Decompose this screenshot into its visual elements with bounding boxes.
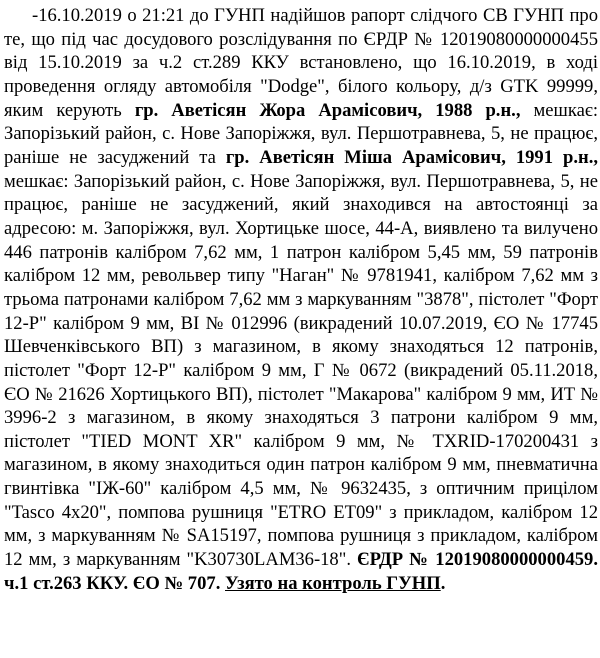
control-note-text: Узято на контроль ГУНП [225, 572, 441, 594]
control-note-period: . [440, 572, 446, 594]
report-text-suspect-1-details: мешкає: Запорізький район, с. Нове Запоріжжя, вул. Першотравнева, 5, не працює, раніше не засуджений та [4, 99, 598, 168]
suspect-1-name: гр. Аветісян Жора Арамісович, 1988 р.н., [134, 99, 521, 121]
control-note [225, 573, 445, 594]
suspect-2-name: гр. Аветісян Міша Арамісович, 1991 р.н., [225, 146, 598, 168]
incident-report-paragraph [4, 4, 598, 595]
report-text-intro: -16.10.2019 о 21:21 до ГУНП надійшов рапорт слідчого СВ ГУНП про те, що під час досудового розслідування по ЄРДР № 12019080000000455 від 15.10.2019 за ч.2 ст.289 ККУ встановлено, що 16.10.2019, в ході проведення огляду автомобіля "Dodge", білого кольору, д/з GTK 99999, яким керують [4, 5, 598, 121]
registry-reference: ЄРДР № 12019080000000459. ч.1 ст.263 ККУ. ЄО № 707. [4, 549, 598, 594]
report-text-seized-items: мешкає: Запорізький район, с. Нове Запоріжжя, вул. Першотравнева, 5, не працює, раніше не засуджений, який знаходився на автостоянці за адресою: м. Запоріжжя, вул. Хортицьке шосе, 44-А, виявлено та вилучено 446 патронів калібром 7,62 мм, 1 патрон калібром 5,45 мм, 59 патронів калібром 12 мм, револьвер типу "Наган" № 9781941, калібром 7,62 мм з трьома патронами калібром 7,62 мм з маркуванням "3878", пістолет "Форт 12-Р" калібром 9 мм, ВІ № 012996 (викрадений 10.07.2019, ЄО № 17745 Шевченківського ВП) з магазином, в якому знаходяться 12 патронів, пістолет "Форт 12-Р" калібром 9 мм, Г № 0672 (викрадений 05.11.2018, ЄО № 21626 Хортицького ВП), пістолет "Макарова" калібром 9 мм, ИТ № 3996-2 з магазином, в якому знаходяться 3 патрони калібром 9 мм, пістолет "TIED MONT XR" калібром 9 мм, № TXRID-170200431 з магазином, в якому знаходиться один патрон калібром 9 мм, пневматична гвинтівка "ІЖ-60" калібром 4,5 мм, № 9632435, з оптичним прицілом "Tasco 4х20", помпова рушниця "ETRO ET09" з прикладом, калібром 12 мм, з маркуванням № SA15197, помпова рушниця з прикладом, калібром 12 мм, з маркуванням "K30730LAM36-18". [4, 170, 598, 571]
